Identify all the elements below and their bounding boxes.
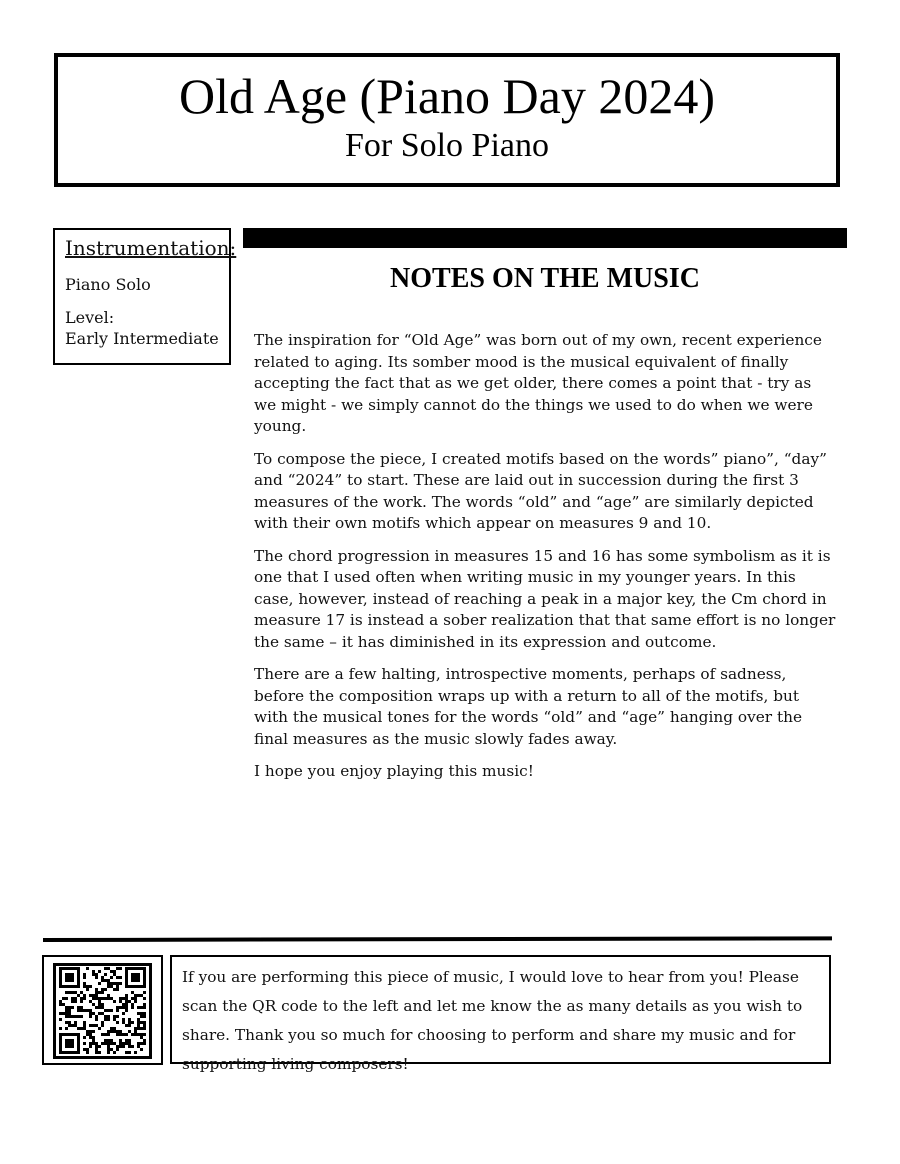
- page-title: Old Age (Piano Day 2024): [178, 68, 716, 124]
- notes-body: [254, 330, 836, 794]
- level-value: Early Intermediate: [65, 329, 219, 348]
- footer-message: If you are performing this piece of music, I would love to hear from you! Please scan the QR code to the left and let me know the as many details as you wish to share. Thank you so much for choosing to perform and share my music and for supporting living composers!: [182, 968, 803, 1073]
- notes-paragraph: To compose the piece, I created motifs based on the words” piano”, “day” and “2024” to start. These are laid out in succession during the first 3 measures of the work. The words “old” and “age” are similarly depicted with their own motifs which appear on measures 9 and 10.: [254, 449, 827, 532]
- notes-paragraph: The chord progression in measures 15 and 16 has some symbolism as it is one that I used often when writing music in my younger years. In this case, however, instead of reaching a peak in a major key, the Cm chord in measure 17 is instead a sober realization that that same effort is no longer the same – it has diminished in its expression and outcome.: [254, 546, 836, 651]
- notes-paragraph: The inspiration for “Old Age” was born out of my own, recent experience related to aging. Its somber mood is the musical equivalent of finally accepting the fact that as we get older, there comes a point that - try as we might - we simply cannot do the things we used to do when we were young.: [254, 331, 822, 435]
- section-divider-bar: [243, 228, 847, 248]
- qr-code-box[interactable]: [42, 955, 163, 1065]
- instrumentation-box: [53, 228, 237, 365]
- level-label: Level:: [65, 308, 115, 327]
- footer-message-box: [170, 955, 831, 1073]
- instrumentation-heading: Instrumentation:: [65, 236, 237, 260]
- instrument-value: Piano Solo: [65, 275, 151, 294]
- qr-code-icon[interactable]: [53, 963, 152, 1059]
- page-subtitle: For Solo Piano: [344, 127, 550, 164]
- notes-paragraph: There are a few halting, introspective moments, perhaps of sadness, before the composition wraps up with a return to all of the motifs, but with the musical tones for the words “old” and “age” hanging over the final measures as the music slowly fades away.: [254, 665, 802, 748]
- notes-heading: NOTES ON THE MUSIC: [390, 263, 700, 294]
- notes-paragraph: I hope you enjoy playing this music!: [254, 762, 534, 780]
- title-box: [54, 53, 840, 187]
- footer-rule: [43, 936, 832, 942]
